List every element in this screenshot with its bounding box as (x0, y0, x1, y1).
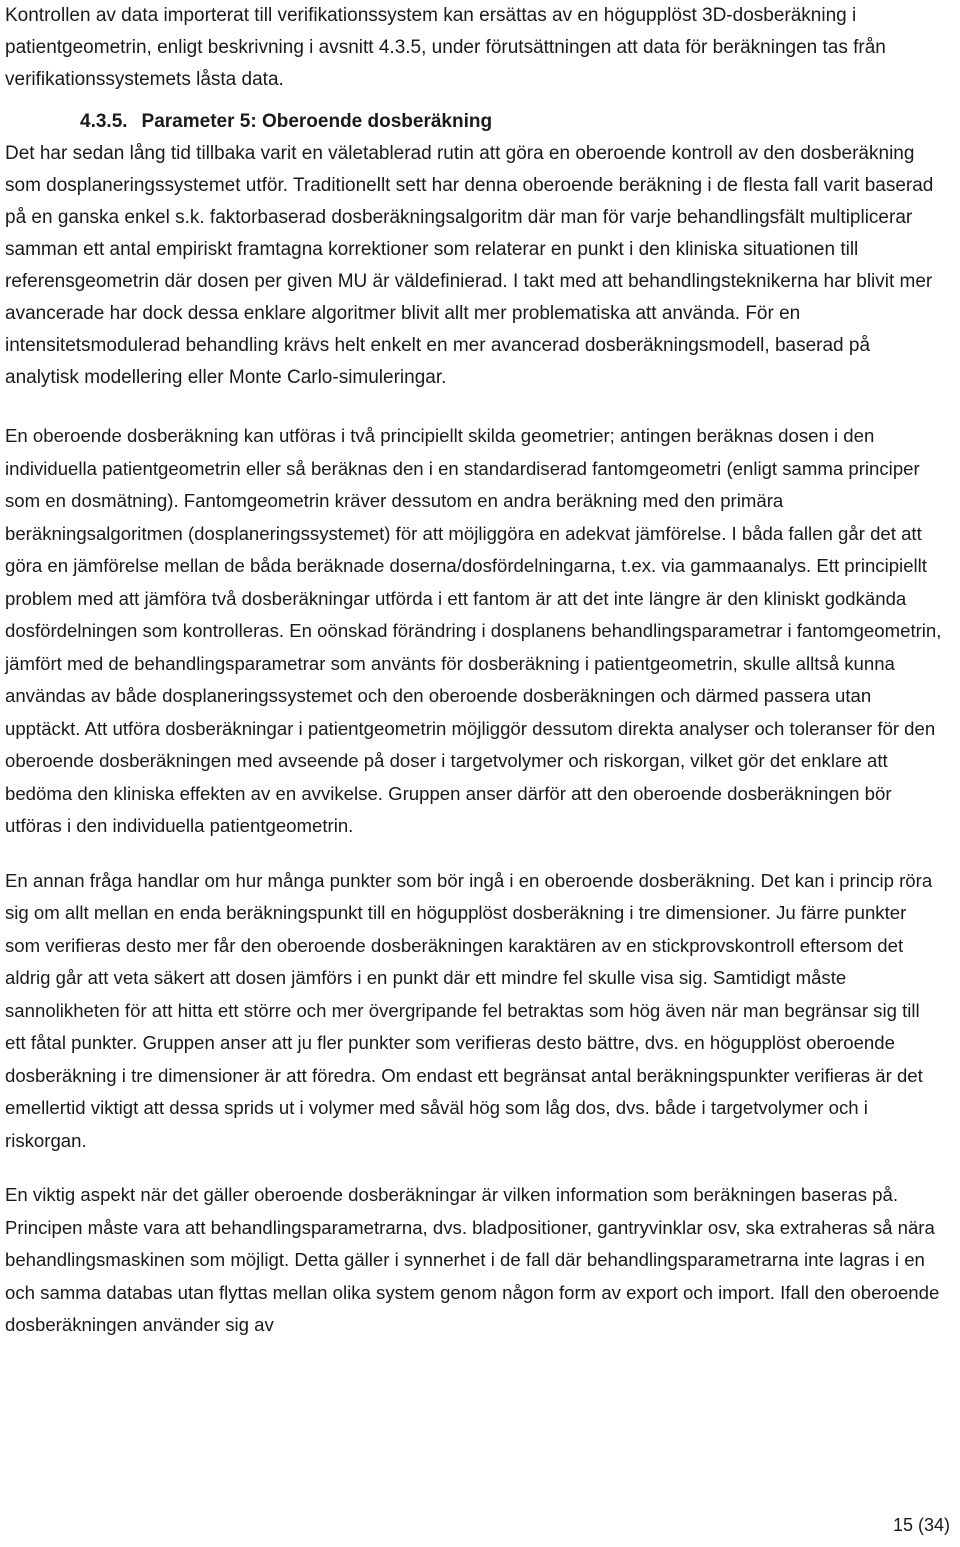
paragraph-1: Det har sedan lång tid tillbaka varit en väletablerad rutin att göra en oberoende kontroll av den dosberäkning som dosplaneringssystemet utför. Traditionellt sett har denna oberoende beräkning i de flesta fall varit baserad på en ganska enkel s.k. faktorbaserad dosberäkningsalgoritm där man för varje behandlingsfält multiplicerar samman ett antal empiriskt framtagna korrektioner som relaterar en punkt i den kliniska situationen till referensgeometrin där dosen per given MU är väldefinierad. I takt med att behandlingsteknikerna har blivit mer avancerade har dock dessa enklare algoritmer blivit allt mer problematiska att använda. För en intensitetsmodulerad behandling krävs helt enkelt en mer avancerad dosberäkningsmodell, baserad på analytisk modellering eller Monte Carlo-simuleringar. (5, 143, 934, 388)
section-title: Parameter 5: Oberoende dosberäkning (141, 111, 493, 132)
document-page (5, 0, 945, 1342)
paragraph-2: En oberoende dosberäkning kan utföras i två principiellt skilda geometrier; antingen beräknas dosen i den individuella patientgeometrin eller så beräknas den i en standardiserad fantomgeometri (enligt samma principer som en dosmätning). Fantomgeometrin kräver dessutom en andra beräkning med den primära beräkningsalgoritmen (dosplaneringssystemet) för att möjliggöra en adekvat jämförelse. I båda fallen går det att göra en jämförelse mellan de båda beräknade doserna/dosfördelningarna, t.ex. via gammaanalys. Ett principiellt problem med att jämföra två dosberäkningar utförda i ett fantom är att det inte längre är den kliniskt godkända dosfördelningen som kontrolleras. En oönskad förändring i dosplanens behandlingsparametrar i fantomgeometrin, jämfört med de behandlingsparametrar som använts för dosberäkning i patientgeometrin, skulle alltså kunna användas av både dosplaneringssystemet och den oberoende dosberäkningen och därmed passera utan upptäckt. Att utföra dosberäkningar i patientgeometrin möjliggör dessutom direkta analyser och toleranser för den oberoende dosberäkningen med avseende på doser i targetvolymer och riskorgan, vilket gör det enklare att bedöma den kliniska effekten av en avvikelse. Gruppen anser därför att den oberoende dosberäkningen bör utföras i den individuella patientgeometrin. (5, 425, 942, 836)
intro-paragraph: Kontrollen av data importerat till verifikationssystem kan ersättas av en högupplöst 3D-dosberäkning i patientgeometrin, enligt beskrivning i avsnitt 4.3.5, under förutsättningen att data för beräkningen tas från verifikationssystemets låsta data. (5, 5, 886, 90)
page-number: 15 (34) (892, 1515, 950, 1535)
section-heading (5, 106, 945, 138)
section-number: 4.3.5. (80, 111, 128, 132)
paragraph-3: En annan fråga handlar om hur många punkter som bör ingå i en oberoende dosberäkning. Det kan i princip röra sig om allt mellan en enda beräkningspunkt till en högupplöst dosberäkning i tre dimensioner. Ju färre punkter som verifieras desto mer får den oberoende dosberäkningen karaktären av en stickprovskontroll eftersom det aldrig går att veta säkert att dosen jämförs i en punkt där ett mindre fel skulle visa sig. Samtidigt måste sannolikheten för att hitta ett större och mer övergripande fel betraktas som hög även när man begränsar sig till ett fåtal punkter. Gruppen anser att ju fler punkter som verifieras desto bättre, dvs. en högupplöst oberoende dosberäkning i tre dimensioner är att föredra. Om endast ett begränsat antal beräkningspunkter verifieras är det emellertid viktigt att dessa sprids ut i volymer med såväl hög som låg dos, dvs. både i targetvolymer och i riskorgan. (5, 869, 933, 1151)
paragraph-4: En viktig aspekt när det gäller oberoende dosberäkningar är vilken information som beräkningen baseras på. Principen måste vara att behandlingsparametrarna, dvs. bladpositioner, gantryvinklar osv, ska extraheras så nära behandlingsmaskinen som möjligt. Detta gäller i synnerhet i de fall där behandlingsparametrarna inte lagras i en och samma databas utan flyttas mellan olika system genom någon form av export och import. Ifall den oberoende dosberäkningen använder sig av (5, 1184, 940, 1335)
